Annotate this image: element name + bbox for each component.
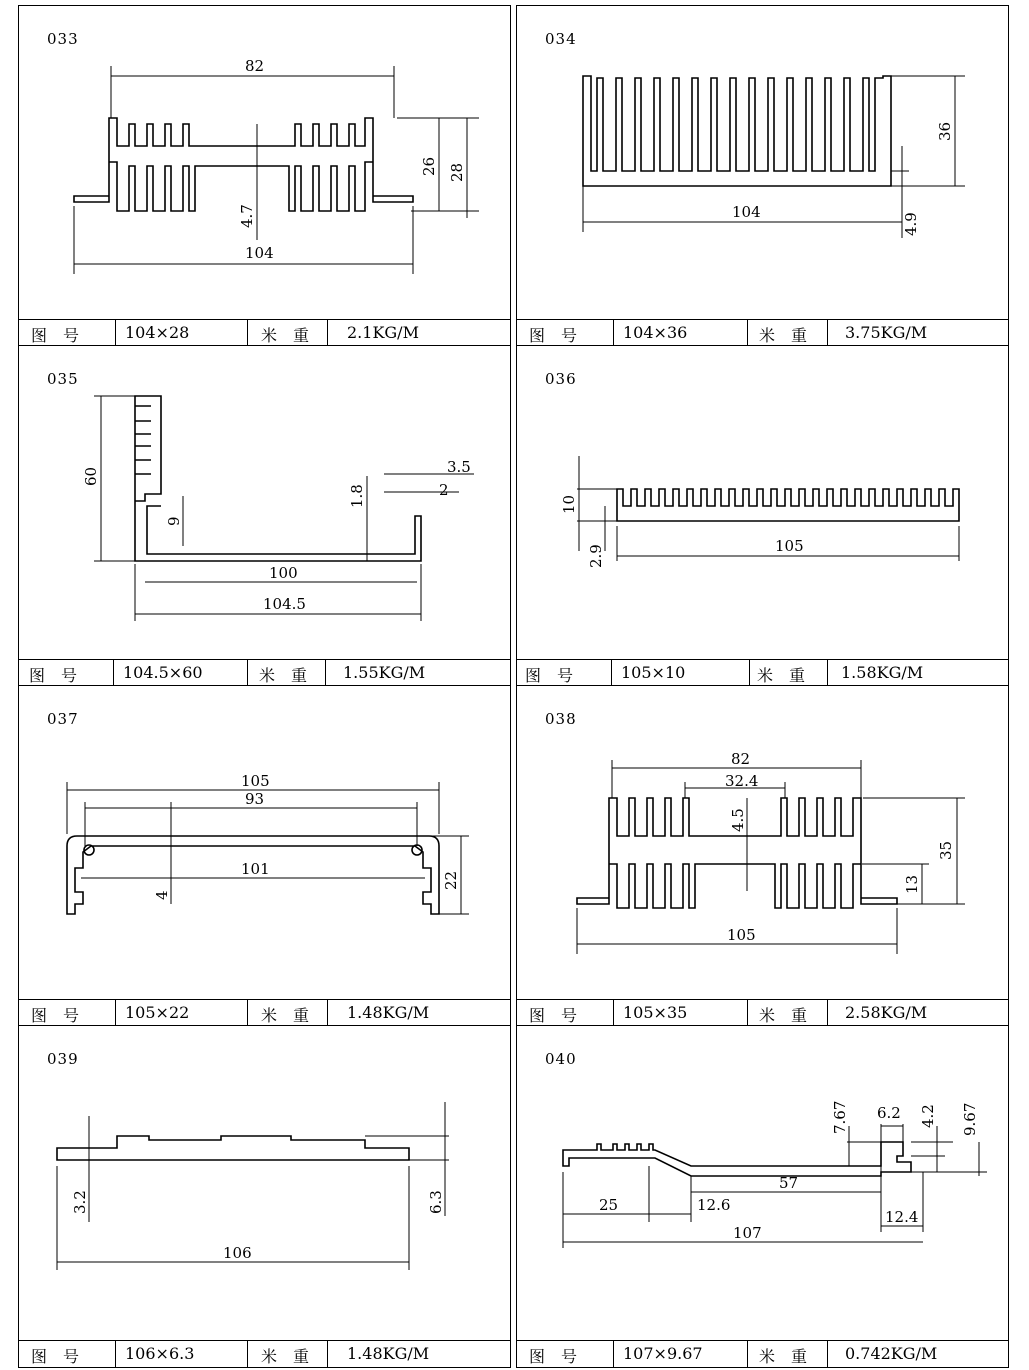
spec-row xyxy=(517,319,1008,346)
heatsink-profile-outline xyxy=(135,396,421,561)
dim-4-7: 4.7 xyxy=(238,204,256,228)
dim-4-2: 4.2 xyxy=(919,1104,937,1128)
dim-104-5: 104.5 xyxy=(263,595,306,613)
dim-6-2: 6.2 xyxy=(877,1104,901,1122)
drawing-no-label: 图 号 xyxy=(525,666,574,685)
dimension-lines xyxy=(94,396,474,621)
heatsink-profile-outline xyxy=(57,1136,409,1160)
profile-drawing xyxy=(19,346,509,658)
weight-label: 米 重 xyxy=(261,1347,310,1366)
profile-weight: 1.48KG/M xyxy=(347,1003,430,1022)
dim-2: 2 xyxy=(439,481,449,499)
profile-weight: 1.55KG/M xyxy=(343,663,426,682)
profile-card-037 xyxy=(18,685,511,1027)
spec-row xyxy=(19,319,510,346)
profile-drawing xyxy=(517,686,1007,998)
dim-101: 101 xyxy=(241,860,270,878)
dim-105: 105 xyxy=(775,537,804,555)
profile-number: 035 xyxy=(47,370,79,388)
drawing-no-label: 图 号 xyxy=(529,326,578,345)
dim-106: 106 xyxy=(223,1244,252,1262)
profile-size: 105×35 xyxy=(623,1003,688,1022)
heatsink-profile-outline xyxy=(563,1142,911,1176)
profile-drawing xyxy=(517,6,1007,318)
dim-9-67: 9.67 xyxy=(961,1102,979,1136)
drawing-no-label: 图 号 xyxy=(31,1006,80,1025)
dimension-lines xyxy=(57,1102,449,1270)
dim-107: 107 xyxy=(733,1224,762,1242)
dim-93: 93 xyxy=(245,790,265,808)
dim-105: 105 xyxy=(241,772,270,790)
profile-size: 105×22 xyxy=(125,1003,190,1022)
profile-card-036 xyxy=(516,345,1009,687)
profile-card-034 xyxy=(516,5,1009,347)
heatsink-profile-outline xyxy=(583,76,891,186)
dim-36: 36 xyxy=(936,121,954,141)
profile-card-038 xyxy=(516,685,1009,1027)
dim-57: 57 xyxy=(779,1174,799,1192)
profile-weight: 0.742KG/M xyxy=(845,1344,938,1363)
dim-82: 82 xyxy=(245,57,265,75)
profile-drawing xyxy=(19,6,509,318)
weight-label: 米 重 xyxy=(759,326,808,345)
spec-row xyxy=(19,1340,510,1367)
dim-4-9: 4.9 xyxy=(902,212,920,236)
spec-row xyxy=(517,999,1008,1026)
profile-weight: 1.58KG/M xyxy=(841,663,924,682)
weight-label: 米 重 xyxy=(757,666,806,685)
dim-3-2: 3.2 xyxy=(71,1190,89,1214)
profile-weight: 1.48KG/M xyxy=(347,1344,430,1363)
dim-28: 28 xyxy=(448,162,466,182)
dimension-lines xyxy=(577,760,965,954)
dim-105: 105 xyxy=(727,926,756,944)
profile-number: 033 xyxy=(47,30,79,48)
profile-card-039 xyxy=(18,1025,511,1368)
weight-label: 米 重 xyxy=(259,666,308,685)
spec-row xyxy=(19,659,510,686)
profile-number: 039 xyxy=(47,1050,79,1068)
profile-number: 036 xyxy=(545,370,577,388)
drawing-no-label: 图 号 xyxy=(31,326,80,345)
drawing-no-label: 图 号 xyxy=(529,1347,578,1366)
dim-9: 9 xyxy=(165,516,183,526)
profile-size: 104.5×60 xyxy=(123,663,203,682)
weight-label: 米 重 xyxy=(261,1006,310,1025)
profile-weight: 2.58KG/M xyxy=(845,1003,928,1022)
profile-drawing xyxy=(517,346,1007,658)
dim-100: 100 xyxy=(269,564,298,582)
dim-104: 104 xyxy=(732,203,761,221)
profile-size: 104×36 xyxy=(623,323,688,342)
dim-12-4: 12.4 xyxy=(885,1208,919,1226)
spec-row xyxy=(517,659,1008,686)
dim-25: 25 xyxy=(599,1196,619,1214)
dim-4-5: 4.5 xyxy=(729,808,747,832)
dim-35: 35 xyxy=(937,840,955,860)
dim-7-67: 7.67 xyxy=(831,1100,849,1134)
dim-26: 26 xyxy=(420,156,438,176)
weight-label: 米 重 xyxy=(759,1347,808,1366)
dim-3-5: 3.5 xyxy=(447,458,471,476)
dim-10: 10 xyxy=(560,494,578,514)
profile-card-040 xyxy=(516,1025,1009,1368)
dim-60: 60 xyxy=(82,466,100,486)
weight-label: 米 重 xyxy=(261,326,310,345)
drawing-no-label: 图 号 xyxy=(29,666,78,685)
dim-32-4: 32.4 xyxy=(725,772,759,790)
profile-size: 104×28 xyxy=(125,323,190,342)
profile-card-035 xyxy=(18,345,511,687)
heatsink-profile-outline xyxy=(617,489,959,521)
profile-weight: 3.75KG/M xyxy=(845,323,928,342)
dim-6-3: 6.3 xyxy=(427,1190,445,1214)
profile-size: 107×9.67 xyxy=(623,1344,703,1363)
profile-size: 106×6.3 xyxy=(125,1344,195,1363)
dim-1-8: 1.8 xyxy=(348,484,366,508)
dim-22: 22 xyxy=(442,870,460,890)
dimension-lines xyxy=(67,782,469,914)
dim-82: 82 xyxy=(731,750,751,768)
heatsink-profile-outline xyxy=(74,118,413,211)
profile-number: 037 xyxy=(47,710,79,728)
profile-card-033 xyxy=(18,5,511,347)
drawing-no-label: 图 号 xyxy=(529,1006,578,1025)
profile-number: 040 xyxy=(545,1050,577,1068)
dim-13: 13 xyxy=(903,874,921,894)
spec-row xyxy=(19,999,510,1026)
profile-drawing xyxy=(517,1026,1007,1338)
profile-size: 105×10 xyxy=(621,663,686,682)
profile-number: 038 xyxy=(545,710,577,728)
weight-label: 米 重 xyxy=(759,1006,808,1025)
dim-4: 4 xyxy=(153,890,171,900)
dim-2-9: 2.9 xyxy=(587,544,605,568)
profile-number: 034 xyxy=(545,30,577,48)
profile-drawing xyxy=(19,1026,509,1338)
profile-drawing xyxy=(19,686,509,998)
drawing-no-label: 图 号 xyxy=(31,1347,80,1366)
dimension-lines xyxy=(577,456,959,561)
spec-row xyxy=(517,1340,1008,1367)
dim-104: 104 xyxy=(245,244,274,262)
dimension-lines xyxy=(563,1124,987,1248)
dim-12-6: 12.6 xyxy=(697,1196,731,1214)
profile-weight: 2.1KG/M xyxy=(347,323,419,342)
